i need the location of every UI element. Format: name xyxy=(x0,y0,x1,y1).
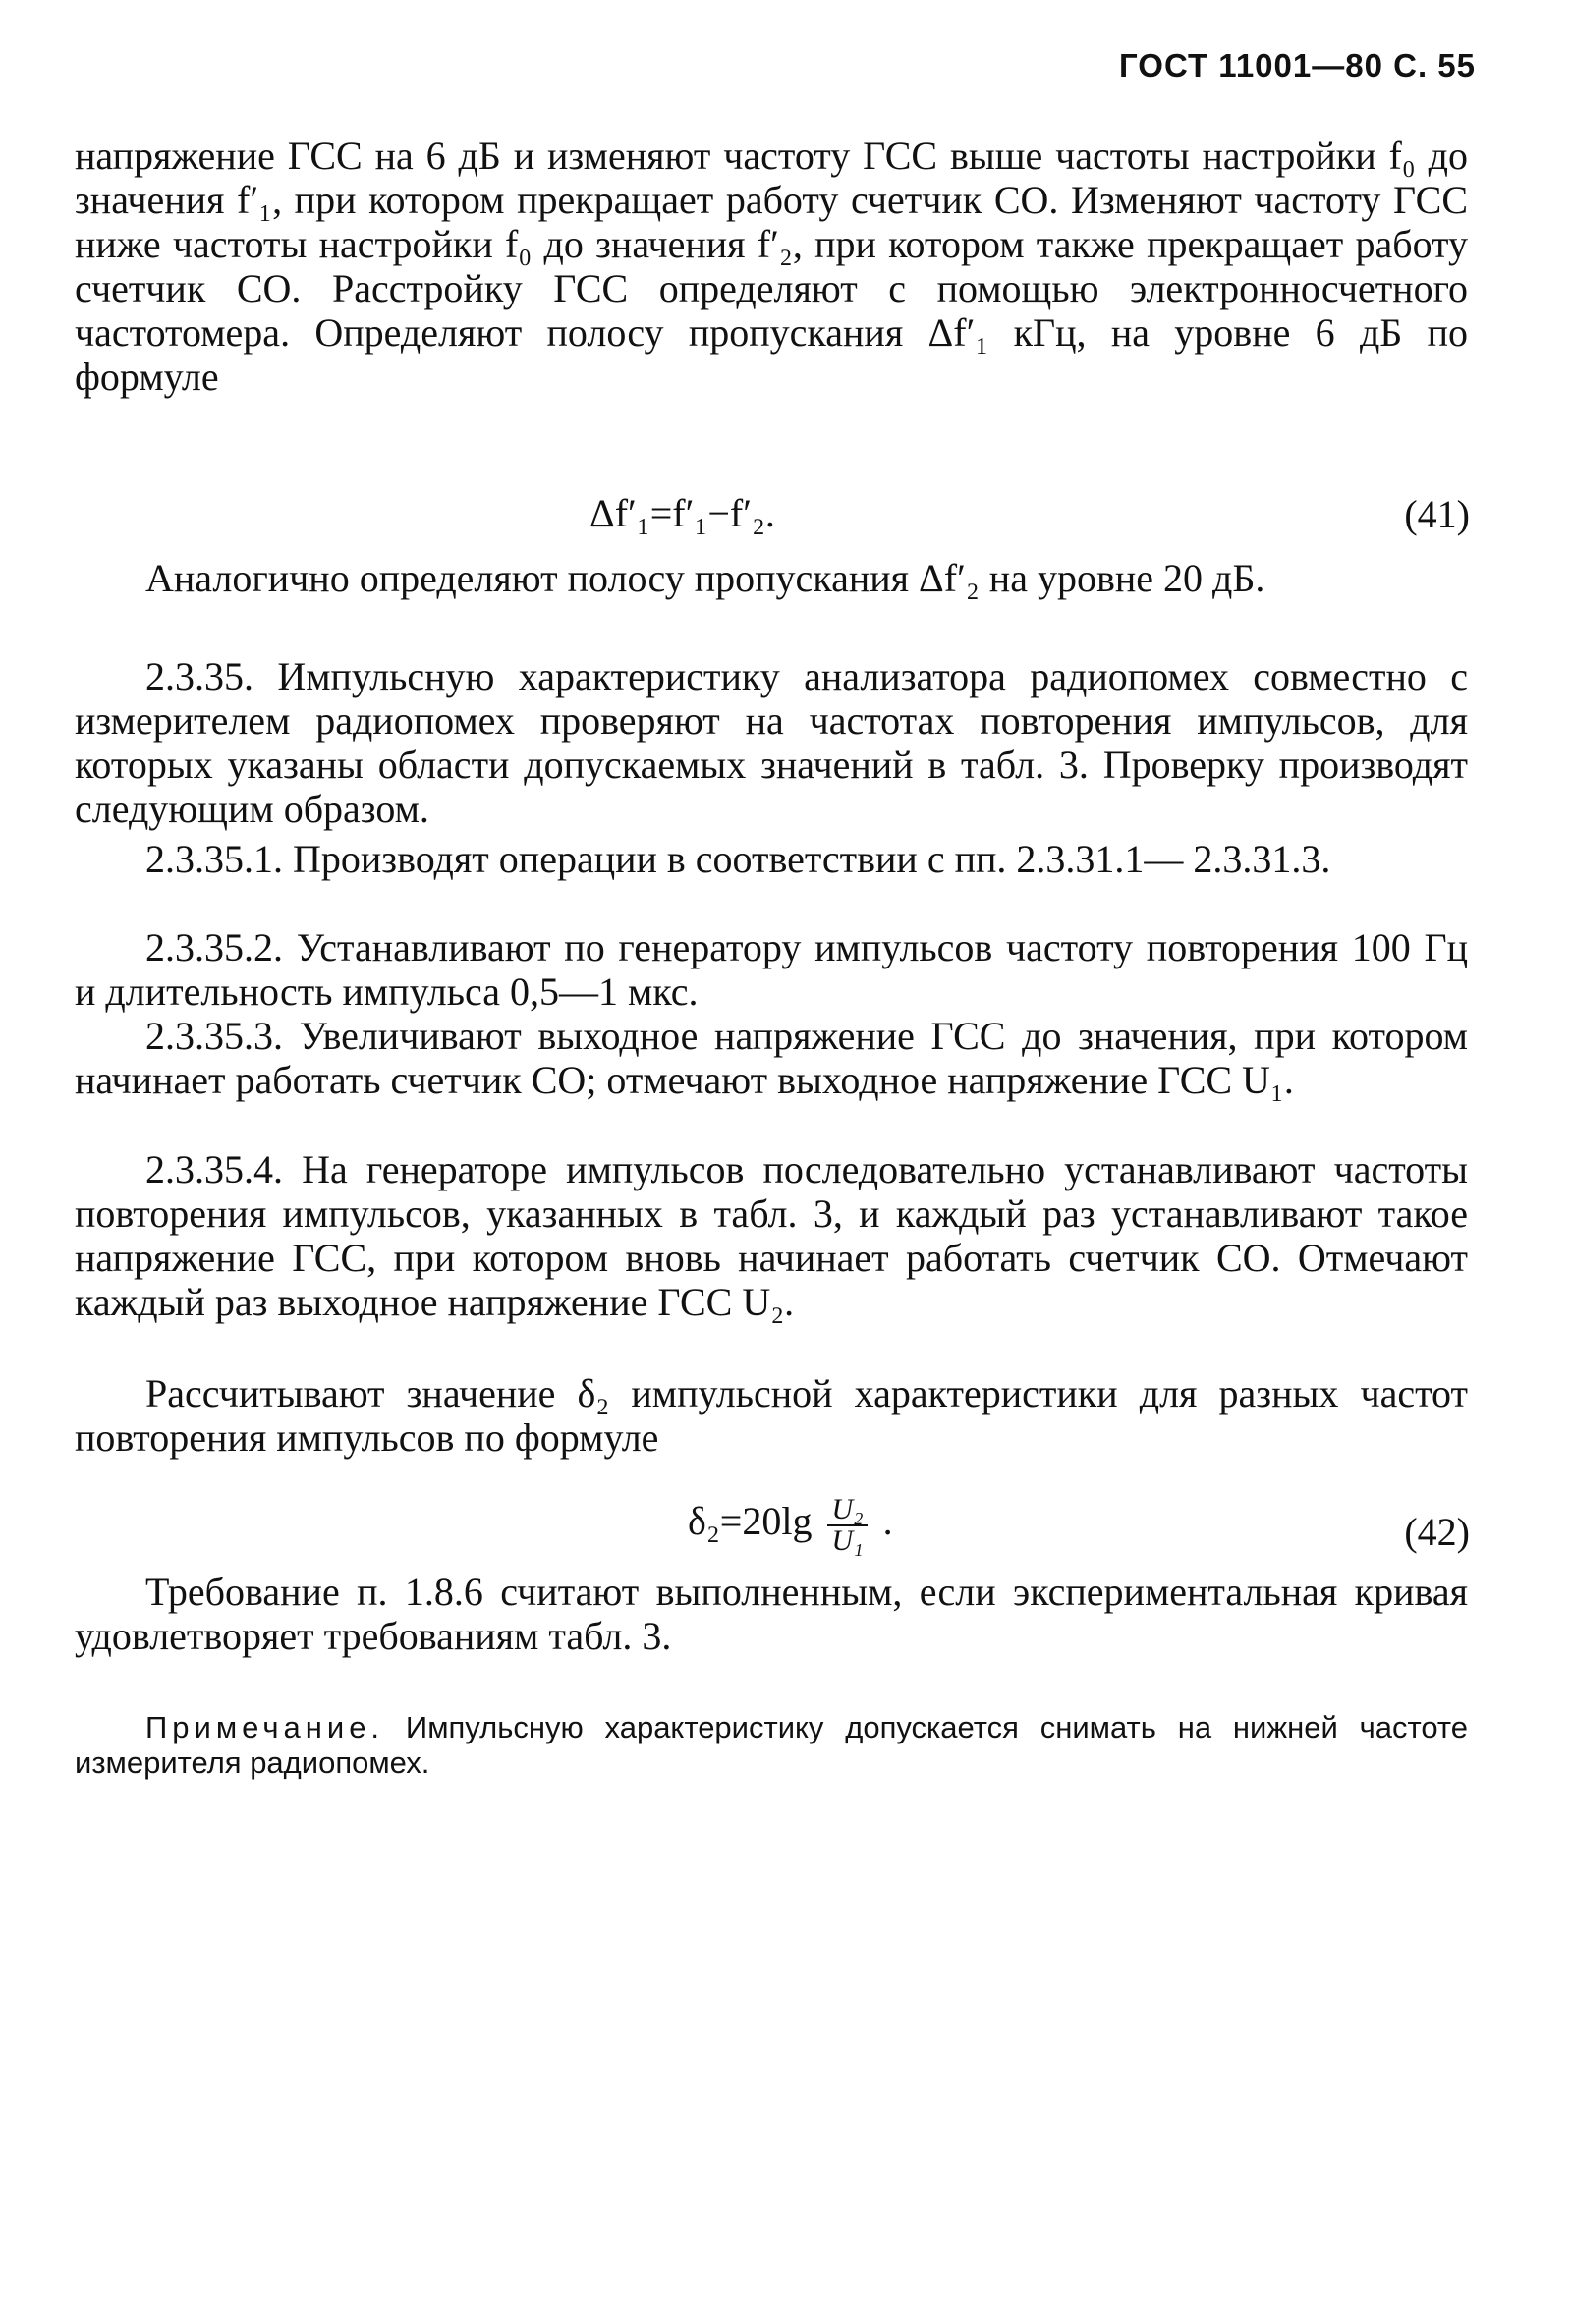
paragraph-2-3-35: 2.3.35. Импульсную характеристику анализатора радиопомех совместно с измерителем радиопомех проверяют на частотах повторения импульсов, для которых указаны области допускаемых значений в табл. 3. Проверку производят следующим образом. xyxy=(75,654,1468,831)
formula-42-numerator: U₂ xyxy=(827,1495,867,1526)
paragraph-2-3-35-2: 2.3.35.2. Устанавливают по генератору импульсов частоту повторения 100 Гц и длительность импульса 0,5—1 мкс. xyxy=(75,925,1468,1014)
paragraph-2-3-35-3: 2.3.35.3. Увеличивают выходное напряжение ГСС до значения, при котором начинает работать счетчик СО; отмечают выходное напряжение ГСС U₁. xyxy=(75,1014,1468,1102)
formula-42 xyxy=(688,1495,893,1556)
paragraph-requirement: Требование п. 1.8.6 считают выполненным, если экспериментальная кривая удовлетворяет требованиям табл. 3. xyxy=(75,1570,1468,1658)
formula-41-number: (41) xyxy=(1404,492,1470,536)
note xyxy=(75,1710,1468,1781)
paragraph-2-3-35-1: 2.3.35.1. Производят операции в соответствии с пп. 2.3.31.1— 2.3.31.3. xyxy=(145,837,1331,881)
formula-42-left: δ₂=20lg xyxy=(688,1499,813,1544)
note-label: Примечание. xyxy=(145,1710,385,1744)
formula-42-number: (42) xyxy=(1404,1510,1470,1554)
formula-42-denominator: U₁ xyxy=(831,1524,864,1557)
page-header: ГОСТ 11001—80 С. 55 xyxy=(1119,47,1476,83)
note-text: Импульсную характеристику допускается снимать на нижней частоте измерителя радиопомех. xyxy=(75,1710,1469,1780)
formula-42-tail: . xyxy=(882,1499,893,1544)
paragraph-2-3-35-4: 2.3.35.4. На генераторе импульсов последовательно устанавливают частоты повторения импульсов, указанных в табл. 3, и каждый раз устанавливают такое напряжение ГСС, при котором вновь начинает работать счетчик СО. Отмечают каждый раз выходное напряжение ГСС U₂. xyxy=(75,1147,1468,1324)
formula-41: Δf′₁=f′₁−f′₂. xyxy=(590,491,775,535)
formula-42-fraction xyxy=(827,1495,867,1556)
paragraph-intro: напряжение ГСС на 6 дБ и изменяют частоту ГСС выше частоты настройки f₀ до значения f′₁, при котором прекращает работу счетчик СО. Изменяют частоту ГСС ниже частоты настройки f₀ до значения f′₂, при котором также прекращает работу счетчик СО. Расстройку ГСС определяют с помощью электронносчетного частотомера. Определяют полосу пропускания Δf′₁ кГц, на уровне 6 дБ по формуле xyxy=(75,134,1468,399)
paragraph-analog: Аналогично определяют полосу пропускания Δf′₂ на уровне 20 дБ. xyxy=(145,556,1265,600)
paragraph-calc: Рассчитывают значение δ₂ импульсной характеристики для разных частот повторения импульсов по формуле xyxy=(75,1371,1468,1460)
